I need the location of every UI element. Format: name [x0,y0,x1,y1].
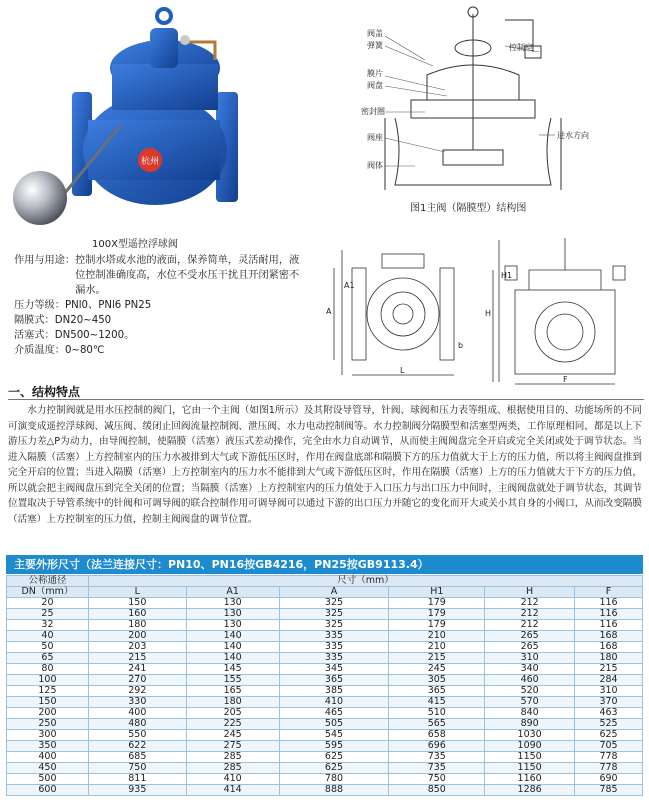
section-divider [8,399,644,400]
table-cell: 215 [575,664,643,675]
table-cell: 168 [575,631,643,642]
valve-photo [0,0,300,232]
table-cell: 570 [485,697,575,708]
spec-value: DN20~450 [54,315,112,326]
table-row [7,664,643,675]
table-cell: 130 [186,598,279,609]
table-cell: 345 [279,664,389,675]
table-cell: 285 [186,752,279,763]
dimension-drawing-front [322,230,487,380]
table-row [7,708,643,719]
table-cell: 310 [485,653,575,664]
column-header: A1 [186,587,279,598]
table-cell: 811 [88,774,186,785]
spec-row [14,343,304,358]
cell-dn: 400 [7,752,89,763]
label-inlet-direction: 进水方向 [557,131,589,140]
table-cell: 140 [186,631,279,642]
table-cell: 325 [279,620,389,631]
table-row [7,675,643,686]
table-cell: 310 [575,686,643,697]
table-cell: 625 [279,752,389,763]
cell-dn: 25 [7,609,89,620]
column-header: A [279,587,389,598]
table-cell: 510 [389,708,485,719]
column-header: L [88,587,186,598]
dimension-table [6,575,643,796]
cell-dn: 450 [7,763,89,774]
brand-logo-text: 杭州 [140,157,160,167]
label-bonnet: 阀盖 [367,29,383,38]
table-cell: 225 [186,719,279,730]
table-cell: 685 [88,752,186,763]
table-cell: 212 [485,620,575,631]
table-cell: 212 [485,598,575,609]
table-cell: 130 [186,620,279,631]
table-cell: 595 [279,741,389,752]
table-cell: 480 [88,719,186,730]
column-header: F [575,587,643,598]
section-body: 水力控制阀就是用水压控制的阀门，它由一个主阀（如图1所示）及其附设导管导，针阀、球阀和压力表等组成、根据使用目的、功能场所的不同可演变成遥控浮球阀、减压阀、缓闭止回阀流量控制阀、泄压阀、水力电动控制阀等。水力控制阀分隔膜型和活塞型两类，工作原理相同，都是以上下游压力差△P为动力，由导阀控制，使隔膜（活塞）液压式差动操作，完全由水力自动调节，从而使主阀阀盘完全开启或完全关闭或处于调节状态。当进入隔膜（活塞）上方控制室内的压力水被排到大气或下游低压区时，作用在阀盘底部和隔膜下方的压力值就大于上方的压力值，所以将主阀阀盘推到完全开启的位置；当进入隔膜（活塞）上方控制室内的压力水不能排到大气或下游低压区时，作用在隔膜（活塞）上方的压力值就大于下方的压力值，所以就会把主阀阀盘压到完全关闭的位置；当隔膜（活塞）上方控制室内的压力值处于入口压力与出口压力中间时，主阀阀盘就处于调节状态，其调节位置取决于导管系统中的针阀和可调导阀的联合控制作用可调导阀可以通过下游的出口压力并随它的变化而开大或关小其自身的小阀口，从而改变隔膜（活塞）上方控制室的压力值，控制主阀阀盘的调节位置。 [8,405,642,525]
label-spring: 弹簧 [367,41,383,50]
table-cell: 750 [88,763,186,774]
table-cell: 265 [485,642,575,653]
table-cell: 285 [186,763,279,774]
table-row [7,620,643,631]
table-cell: 1150 [485,763,575,774]
table-cell: 165 [186,686,279,697]
table-cell: 625 [279,763,389,774]
table-cell: 284 [575,675,643,686]
cell-dn: 65 [7,653,89,664]
table-cell: 888 [279,785,389,796]
table-cell: 179 [389,598,485,609]
cell-dn: 350 [7,741,89,752]
spec-list [14,253,304,358]
column-header: H1 [389,587,485,598]
table-row [7,785,643,796]
dim-label-H: H [485,309,492,318]
spec-value: DN500~1200。 [54,330,135,341]
table-cell: 245 [389,664,485,675]
table-cell: 778 [575,763,643,774]
spec-value: PNl0、PNl6 PN25 [64,300,152,311]
table-cell: 385 [279,686,389,697]
table-cell: 180 [186,697,279,708]
table-cell: 340 [485,664,575,675]
table-cell: 180 [575,653,643,664]
dim-label-A1: A1 [344,281,355,290]
table-cell: 212 [485,609,575,620]
spec-label: 活塞式： [14,330,55,341]
table-cell: 850 [389,785,485,796]
label-disc: 阀盘 [367,81,383,90]
table-cell: 460 [485,675,575,686]
table-cell: 270 [88,675,186,686]
cell-dn: 150 [7,697,89,708]
cell-dn: 500 [7,774,89,785]
table-cell: 245 [186,730,279,741]
spec-row [14,313,304,328]
label-diaphragm: 膜片 [367,69,383,78]
dim-label-H1: H1 [501,271,513,280]
table-row [7,653,643,664]
spec-value: 控制水塔或水池的液面，保养简单，灵活耐用，液位控制准确度高，水位不受水压干扰且开闭紧密不漏水。 [75,255,300,296]
table-cell: 520 [485,686,575,697]
table-cell: 625 [575,730,643,741]
table-cell: 935 [88,785,186,796]
table-row [7,730,643,741]
table-row [7,642,643,653]
table-cell: 179 [389,620,485,631]
spec-label: 作用与用途： [14,255,76,266]
table-cell: 465 [279,708,389,719]
table-cell: 203 [88,642,186,653]
table-cell: 505 [279,719,389,730]
header-dn-2: DN（mm） [7,587,89,598]
table-cell: 305 [389,675,485,686]
cell-dn: 250 [7,719,89,730]
table-cell: 160 [88,609,186,620]
table-cell: 735 [389,752,485,763]
table-cell: 335 [279,653,389,664]
table-row [7,686,643,697]
table-cell: 463 [575,708,643,719]
table-cell: 696 [389,741,485,752]
table-cell: 400 [88,708,186,719]
table-cell: 1090 [485,741,575,752]
table-cell: 690 [575,774,643,785]
table-cell: 890 [485,719,575,730]
table-cell: 780 [279,774,389,785]
table-cell: 705 [575,741,643,752]
table-cell: 215 [88,653,186,664]
table-row [7,774,643,785]
table-cell: 116 [575,609,643,620]
table-cell: 150 [88,598,186,609]
table-cell: 370 [575,697,643,708]
table-cell: 241 [88,664,186,675]
table-row [7,609,643,620]
table-cell: 168 [575,642,643,653]
table-cell: 410 [186,774,279,785]
table-row [7,598,643,609]
table-cell: 205 [186,708,279,719]
table-cell: 410 [279,697,389,708]
table-cell: 275 [186,741,279,752]
table-cell: 658 [389,730,485,741]
table-cell: 415 [389,697,485,708]
dim-label-F: F [563,375,568,384]
table-cell: 565 [389,719,485,730]
label-body: 阀体 [367,161,383,170]
table-cell: 325 [279,598,389,609]
column-header: H [485,587,575,598]
table-cell: 215 [389,653,485,664]
table-cell: 330 [88,697,186,708]
table-cell: 140 [186,642,279,653]
table-cell: 840 [485,708,575,719]
cell-dn: 40 [7,631,89,642]
table-cell: 365 [279,675,389,686]
table-cell: 210 [389,631,485,642]
table-cell: 265 [485,631,575,642]
table-cell: 622 [88,741,186,752]
spec-label: 介质温度： [14,345,65,356]
table-row [7,631,643,642]
table-cell: 735 [389,763,485,774]
table-cell: 210 [389,642,485,653]
cell-dn: 100 [7,675,89,686]
table-row [7,741,643,752]
table-cell: 1030 [485,730,575,741]
table-row [7,719,643,730]
table-cell: 785 [575,785,643,796]
table-title-bar: 主要外形尺寸（法兰连接尺寸：PN10、PN16按GB4216，PN25按GB9113.4） [6,555,643,574]
table-cell: 292 [88,686,186,697]
table-cell: 335 [279,631,389,642]
spec-label: 压力等级： [14,300,65,311]
header-dn-1: 公称通径 [7,576,89,587]
cell-dn: 200 [7,708,89,719]
table-cell: 155 [186,675,279,686]
table-cell: 130 [186,609,279,620]
diagram-caption: 图1主阀（隔膜型）结构图 [410,203,527,214]
table-cell: 200 [88,631,186,642]
table-cell: 179 [389,609,485,620]
table-cell: 1160 [485,774,575,785]
spec-row [14,298,304,313]
dim-label-L: L [400,366,405,375]
cell-dn: 300 [7,730,89,741]
table-cell: 180 [88,620,186,631]
cell-dn: 20 [7,598,89,609]
table-cell: 116 [575,598,643,609]
table-cell: 145 [186,664,279,675]
dim-label-A: A [326,307,332,316]
table-cell: 750 [389,774,485,785]
label-seat: 阀座 [367,133,383,142]
table-cell: 325 [279,609,389,620]
spec-label: 隔膜式： [14,315,55,326]
table-cell: 335 [279,642,389,653]
table-row [7,697,643,708]
cell-dn: 50 [7,642,89,653]
table-cell: 414 [186,785,279,796]
table-row [7,763,643,774]
dim-label-b: b [458,341,464,350]
table-cell: 1150 [485,752,575,763]
dimension-drawing-side [485,230,645,390]
label-control-chamber: 控制室 [509,43,533,52]
table-cell: 365 [389,686,485,697]
spec-row [14,328,304,343]
table-cell: 550 [88,730,186,741]
section-title: 一、结构特点 [8,385,81,399]
cell-dn: 80 [7,664,89,675]
cell-dn: 32 [7,620,89,631]
label-seal-ring: 密封圈 [361,107,385,116]
header-size: 尺寸（mm） [88,576,642,587]
table-cell: 140 [186,653,279,664]
table-cell: 778 [575,752,643,763]
valve-section-diagram [355,0,649,228]
cell-dn: 600 [7,785,89,796]
table-cell: 525 [575,719,643,730]
spec-value: 0~80℃ [64,345,105,356]
table-row [7,752,643,763]
table-cell: 116 [575,620,643,631]
table-cell: 545 [279,730,389,741]
spec-row [14,253,304,298]
cell-dn: 125 [7,686,89,697]
table-cell: 1286 [485,785,575,796]
photo-caption: 100X型遥控浮球阀 [92,239,178,250]
